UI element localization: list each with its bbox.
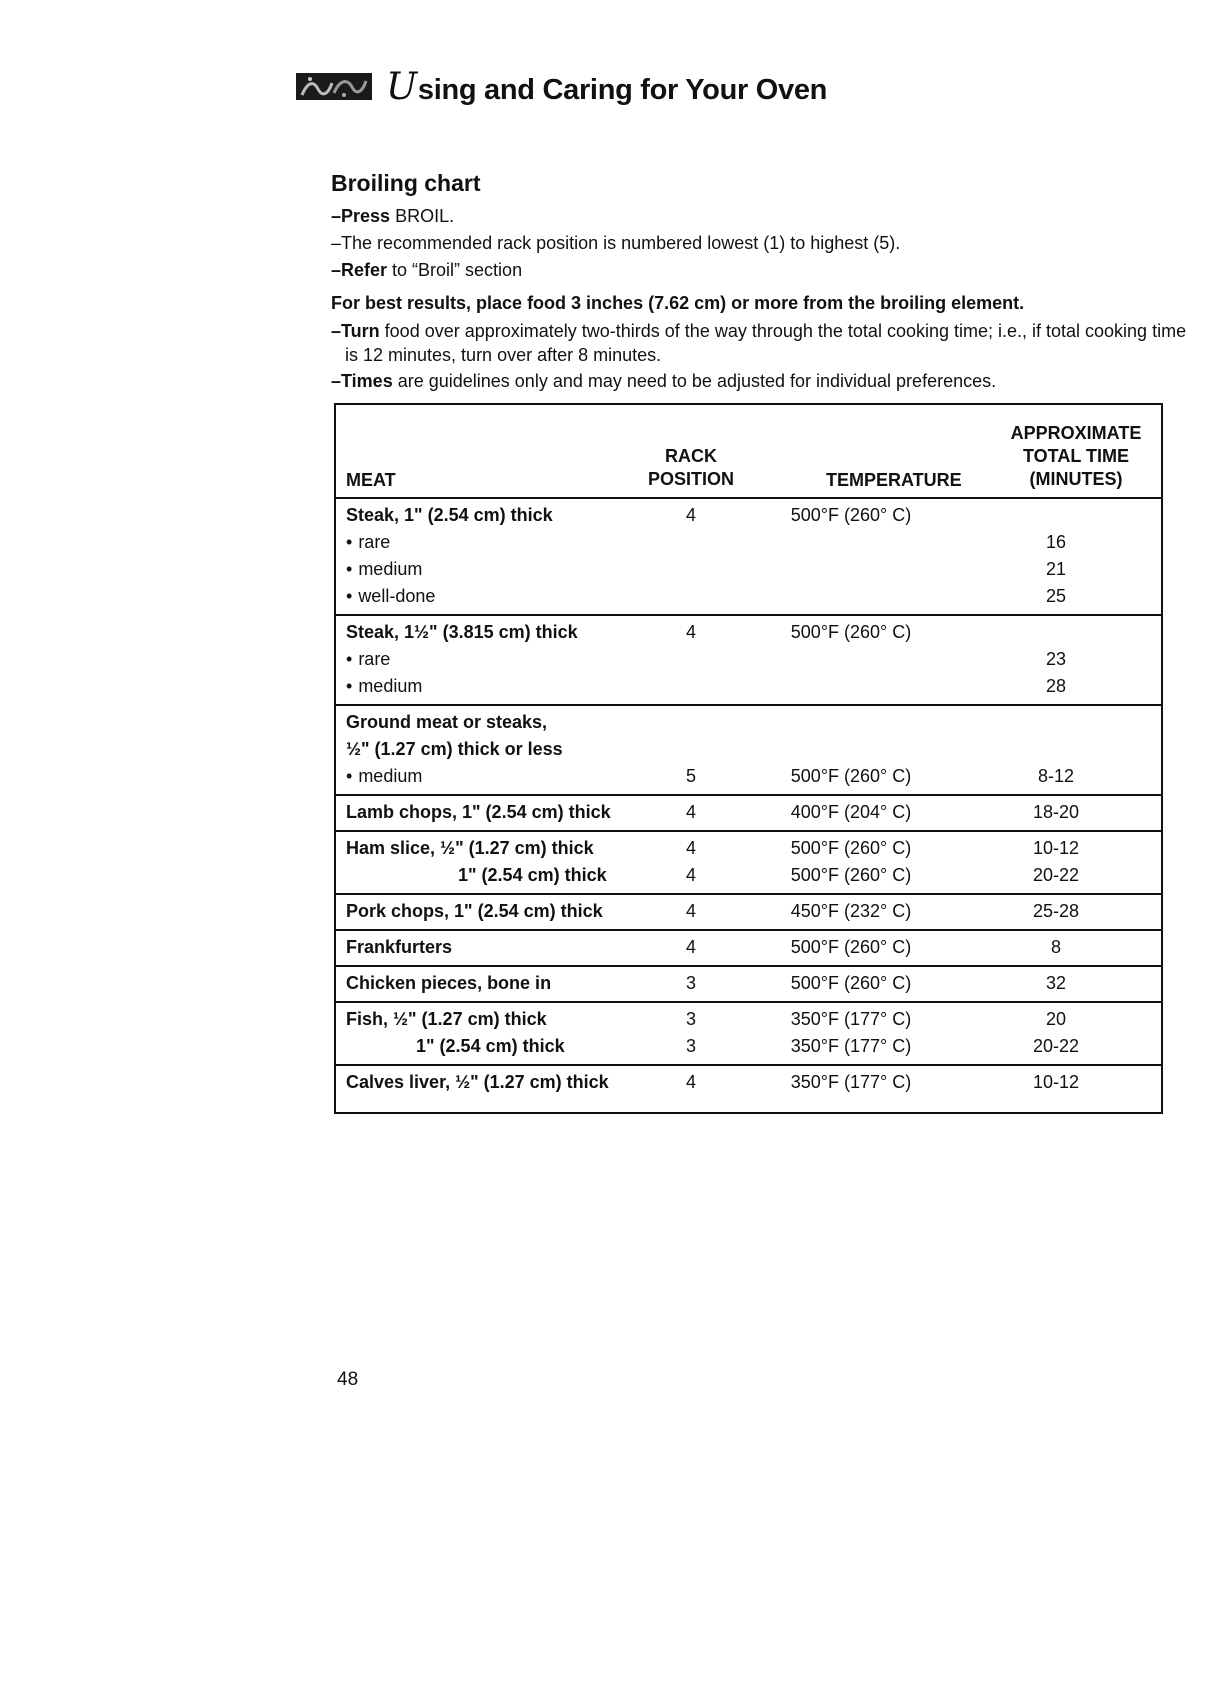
instruction-times: –Times are guidelines only and may need to be adjusted for individual preferences. [331, 371, 997, 391]
table-row: • medium 5 500°F (260° C) 8-12 [346, 766, 1075, 786]
header-total-time: APPROXIMATE TOTAL TIME (MINUTES) [1010, 423, 1142, 489]
table-row-group [336, 616, 1161, 706]
table-row: • medium 21 [346, 559, 1067, 579]
table-row-group [336, 1003, 1161, 1066]
table-row: Chicken pieces, bone in 3 500°F (260° C) 32 [346, 973, 1067, 993]
table-row: Steak, 1" (2.54 cm) thick 4 500°F (260° C) [346, 505, 912, 525]
table-row: Ground meat or steaks, [346, 712, 548, 732]
table-row: • medium 28 [346, 676, 1067, 696]
page-number: 48 [337, 1369, 359, 1390]
table-row-group [336, 832, 1161, 895]
oven-logo-icon [296, 73, 372, 100]
best-results-note: For best results, place food 3 inches (7.62 cm) or more from the broiling element. [331, 293, 1025, 313]
instruction-rack: –The recommended rack position is numbered lowest (1) to highest (5). [331, 233, 901, 253]
table-row-group [336, 1066, 1161, 1112]
table-row: • well-done 25 [346, 586, 1067, 606]
page-header [296, 66, 827, 106]
table-row-group [336, 796, 1161, 832]
table-row-group [336, 931, 1161, 967]
instruction-turn: –Turn food over approximately two-thirds of the way through the total cooking time; i.e., if total cooking time is 12 minutes, turn over after 8 minutes. [331, 321, 1187, 365]
table-row: • rare 16 [346, 532, 1067, 552]
table-row: Fish, ½" (1.27 cm) thick 3 350°F (177° C) 20 [346, 1009, 1067, 1029]
table-row: 1" (2.54 cm) thick 4 500°F (260° C) 20-22 [458, 865, 1080, 885]
table-row: ½" (1.27 cm) thick or less [346, 739, 563, 759]
table-row: Steak, 1½" (3.815 cm) thick 4 500°F (260° C) [346, 622, 912, 642]
table-row-group [336, 895, 1161, 931]
table-row: • rare 23 [346, 649, 1067, 669]
header-temperature: TEMPERATURE [826, 470, 962, 490]
header-rack-position: RACK POSITION [647, 446, 734, 489]
table-row-group [336, 967, 1161, 1003]
broiling-table [334, 403, 1163, 1114]
table-row: Lamb chops, 1" (2.54 cm) thick 4 400°F (204° C) 18-20 [346, 802, 1080, 822]
table-row: Calves liver, ½" (1.27 cm) thick 4 350°F (177° C) 10-12 [346, 1072, 1080, 1092]
page-title: Using and Caring for Your Oven [386, 64, 828, 108]
table-row-group [336, 499, 1161, 616]
instruction-refer: –Refer to “Broil” section [331, 260, 523, 280]
section-title: Broiling chart [331, 170, 481, 196]
intro-section [331, 170, 1191, 393]
table-row: Pork chops, 1" (2.54 cm) thick 4 450°F (232° C) 25-28 [346, 901, 1080, 921]
table-row: Ham slice, ½" (1.27 cm) thick 4 500°F (260° C) 10-12 [346, 838, 1080, 858]
instruction-press: –Press BROIL. [331, 206, 455, 226]
table-row-group [336, 706, 1161, 796]
table-row: Frankfurters 4 500°F (260° C) 8 [346, 937, 1061, 957]
table-row: 1" (2.54 cm) thick 3 350°F (177° C) 20-22 [416, 1036, 1080, 1056]
table-header [336, 405, 1161, 499]
header-meat: MEAT [346, 470, 396, 490]
